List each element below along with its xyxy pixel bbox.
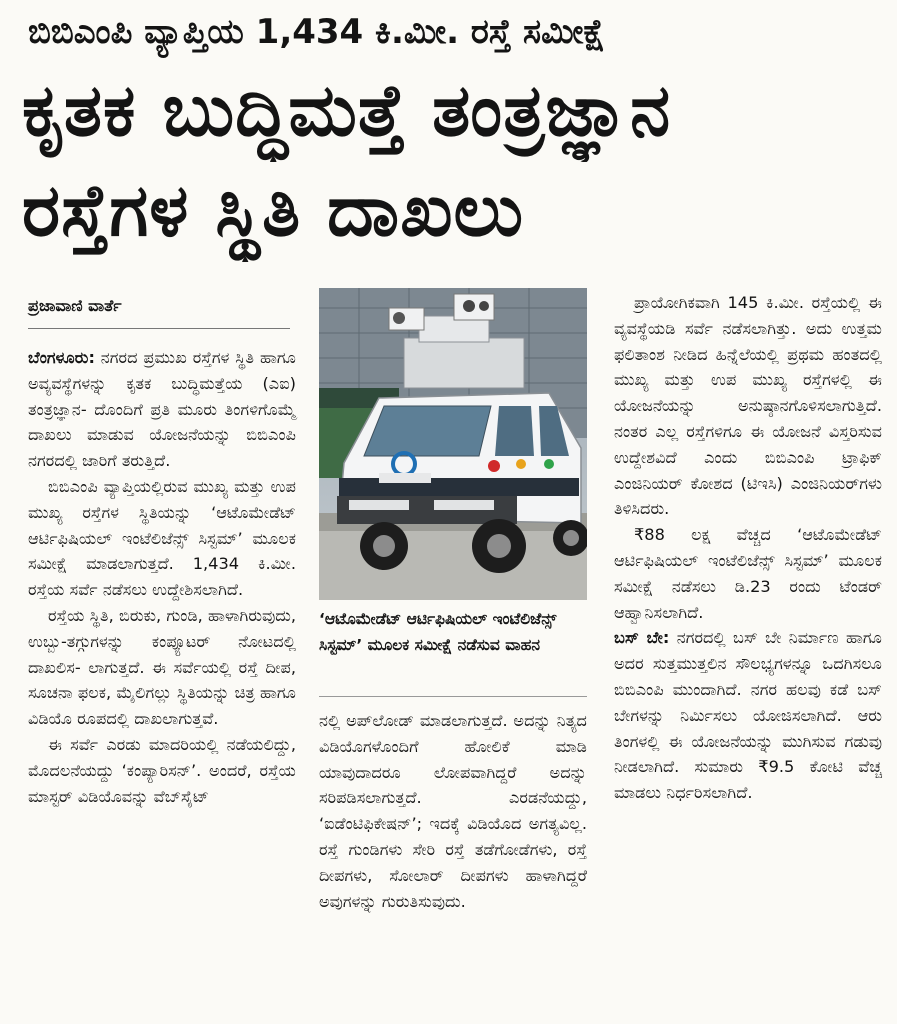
dateline: ಬೆಂಗಳೂರು: — [28, 348, 95, 367]
headline-line-2: ರಸ್ತೆಗಳ ಸ್ಥಿತಿ ದಾಖಲು — [22, 168, 525, 252]
paragraph-1: ಬೆಂಗಳೂರು: ನಗರದ ಪ್ರಮುಖ ರಸ್ತೆಗಳ ಸ್ಥಿತಿ ಹಾಗೂ ಅವ್ಯವಸ್ಥೆಗಳನ್ನು ಕೃತಕ ಬುದ್ಧಿಮತ್ತೆಯ (ಎಐ) ತಂತ್ರಜ್ಞಾನ- ದೊಂದಿಗೆ ಪ್ರತಿ ಮೂರು ತಿಂಗಳಿಗೊಮ್ಮೆ ದಾಖಲು ಮಾಡುವ ಯೋಜನೆಯನ್ನು ಬಿಬಿಎಂಪಿ ನಗರದಲ್ಲಿ ಜಾರಿಗೆ ತರುತ್ತಿದೆ. — [28, 348, 296, 471]
paragraph-2: ಬಿಬಿಎಂಪಿ ವ್ಯಾಪ್ತಿಯಲ್ಲಿರುವ ಮುಖ್ಯ ಮತ್ತು ಉಪ ಮುಖ್ಯ ರಸ್ತೆಗಳ ಸ್ಥಿತಿಯನ್ನು ‘ಆಟೊಮೇಡೆಟ್ ಆರ್ಟಿಫಿಷಿಯಲ್ ಇಂಟೆಲಿಜೆನ್ಸ್ ಸಿಸ್ಟಮ್’ ಮೂಲಕ ಸಮೀಕ್ಷೆ ಮಾಡಲಾಗುತ್ತದೆ. 1,434 ಕಿ.ಮೀ. ರಸ್ತೆಯ ಸರ್ವೆ ನಡೆಸಲು ಉದ್ದೇಶಿಸಲಾಗಿದೆ. — [28, 476, 296, 600]
article-column-2 — [319, 708, 587, 914]
article-column-3 — [614, 290, 882, 806]
subhead-bus-bay: ಬಸ್ ಬೇ: — [614, 628, 670, 648]
paragraph-3: ರಸ್ತೆಯ ಸ್ಥಿತಿ, ಬಿರುಕು, ಗುಂಡಿ, ಹಾಳಾಗಿರುವುದು, ಉಬ್ಬು-ತಗ್ಗುಗಳನ್ನು ಕಂಪ್ಯೂಟರ್ ನೋಟದಲ್ಲಿ ದಾಖಲಿಸ- ಲಾಗುತ್ತದೆ. ಈ ಸರ್ವೆಯಲ್ಲಿ ರಸ್ತೆ ದೀಪ, ಸೂಚನಾ ಫಲಕ, ಮೈಲಿಗಲ್ಲು ಸ್ಥಿತಿಯನ್ನು ಚಿತ್ರ ಹಾಗೂ ವಿಡಿಯೊ ರೂಪದಲ್ಲಿ ದಾಖಲಾಗುತ್ತವೆ. — [28, 605, 296, 729]
news-photo — [319, 288, 587, 600]
photo-caption: ‘ಆಟೊಮೇಡೆಟ್ ಆರ್ಟಿಫಿಷಿಯಲ್ ಇಂಟೆಲಿಜೆನ್ಸ್ ಸಿಸ್ಟಮ್’ ಮೂಲಕ ಸಮೀಕ್ಷೆ ನಡೆಸುವ ವಾಹನ — [319, 610, 557, 654]
paragraph-7: ₹88 ಲಕ್ಷ ವೆಚ್ಚದ ‘ಆಟೊಮೇಡೆಟ್ ಆರ್ಟಿಫಿಷಿಯಲ್ ಇಂಟೆಲಿಜೆನ್ಸ್ ಸಿಸ್ಟಮ್’ ಮೂಲಕ ಸಮೀಕ್ಷೆ ನಡೆಸಲು ಡಿ.23 ರಂದು ಟೆಂಡರ್ ಆಹ್ವಾನಿಸಲಾಗಿದೆ. — [614, 525, 882, 622]
caption-divider — [319, 696, 587, 697]
paragraph-5: ನಲ್ಲಿ ಅಪ್‌ಲೋಡ್ ಮಾಡಲಾಗುತ್ತದೆ. ಅದನ್ನು ನಿತ್ಯದ ವಿಡಿಯೊಗಳೊಂದಿಗೆ ಹೋಲಿಕೆ ಮಾಡಿ ಯಾವುದಾದರೂ ಲೋಪವಾಗಿದ್ದರೆ ಅದನ್ನು ಸರಿಪಡಿಸಲಾಗುತ್ತದೆ. ಎರಡನೆಯದ್ದು, ‘ಐಡೆಂಟಿಫಿಕೇಷನ್’; ಇದಕ್ಕೆ ವಿಡಿಯೊದ ಅಗತ್ಯವಿಲ್ಲ. ರಸ್ತೆ ಗುಂಡಿಗಳು ಸೇರಿ ರಸ್ತೆ ತಡೆಗೋಡೆಗಳು, ರಸ್ತೆ ದೀಪಗಳು, ಸೋಲಾರ್ ದೀಪಗಳು ಹಾಳಾಗಿದ್ದರೆ ಅವುಗಳನ್ನು ಗುರುತಿಸುವುದು. — [319, 711, 587, 911]
paragraph-4: ಈ ಸರ್ವೆ ಎರಡು ಮಾದರಿಯಲ್ಲಿ ನಡೆಯಲಿದ್ದು, ಮೊದಲನೆಯದ್ದು ‘ಕಂಪ್ಯಾರಿಸನ್’. ಅಂದರೆ, ರಸ್ತೆಯ ಮಾಸ್ಟರ್ ವಿಡಿಯೊವನ್ನು ವೆಬ್‌ಸೈಟ್ — [28, 734, 296, 806]
byline: ಪ್ರಜಾವಾಣಿ ವಾರ್ತೆ — [28, 296, 290, 329]
headline — [22, 62, 882, 262]
paragraph-8: ಬಸ್ ಬೇ: ನಗರದಲ್ಲಿ ಬಸ್ ಬೇ ನಿರ್ಮಾಣ ಹಾಗೂ ಅದರ ಸುತ್ತಮುತ್ತಲಿನ ಸೌಲಭ್ಯಗಳನ್ನೂ ಒದಗಿಸಲೂ ಬಿಬಿಎಂಪಿ ಮುಂದಾಗಿದೆ. ನಗರ ಹಲವು ಕಡೆ ಬಸ್ ಬೇಗಳನ್ನು ನಿರ್ಮಿಸಲು ಯೋಜಿಸಲಾಗಿದೆ. ಆರು ತಿಂಗಳಲ್ಲಿ ಈ ಯೋಜನೆಯನ್ನು ಮುಗಿಸುವ ಗಡುವು ನೀಡಲಾಗಿದೆ. ಸುಮಾರು ₹9.5 ಕೋಟಿ ವೆಚ್ಚ ಮಾಡಲು ನಿರ್ಧರಿಸಲಾಗಿದೆ. — [614, 628, 882, 803]
survey-vehicle-photo — [319, 288, 587, 600]
headline-line-1: ಕೃತಕ ಬುದ್ಧಿಮತ್ತೆ ತಂತ್ರಜ್ಞಾನ — [22, 68, 672, 152]
kicker: ಬಿಬಿಎಂಪಿ ವ್ಯಾಪ್ತಿಯ 1,434 ಕಿ.ಮೀ. ರಸ್ತೆ ಸಮೀಕ್ಷೆ — [28, 12, 606, 52]
paragraph-6: ಪ್ರಾಯೋಗಿಕವಾಗಿ 145 ಕಿ.ಮೀ. ರಸ್ತೆಯಲ್ಲಿ ಈ ವ್ಯವಸ್ಥೆಯಡಿ ಸರ್ವೆ ನಡೆಸಲಾಗಿತ್ತು. ಅದು ಉತ್ತಮ ಫಲಿತಾಂಶ ನೀಡಿದ ಹಿನ್ನೆಲೆಯಲ್ಲಿ ಪ್ರಥಮ ಹಂತದಲ್ಲಿ ಮುಖ್ಯ ಮತ್ತು ಉಪ ಮುಖ್ಯ ರಸ್ತೆಗಳಲ್ಲಿ ಈ ಯೋಜನೆಯನ್ನು ಅನುಷ್ಠಾನಗೊಳಿಸಲಾಗುತ್ತಿದೆ. ನಂತರ ಎಲ್ಲ ರಸ್ತೆಗಳಿಗೂ ಈ ಯೋಜನೆ ವಿಸ್ತರಿಸುವ ಉದ್ದೇಶವಿದೆ ಎಂದು ಬಿಬಿಎಂಪಿ ಟ್ರಾಫಿಕ್ ಎಂಜಿನಿಯರ್ ಕೋಶದ (ಟಿಇಸಿ) ಎಂಜಿನಿಯರ್‌ಗಳು ತಿಳಿಸಿದರು. — [614, 293, 882, 519]
article-column-1 — [28, 345, 296, 809]
